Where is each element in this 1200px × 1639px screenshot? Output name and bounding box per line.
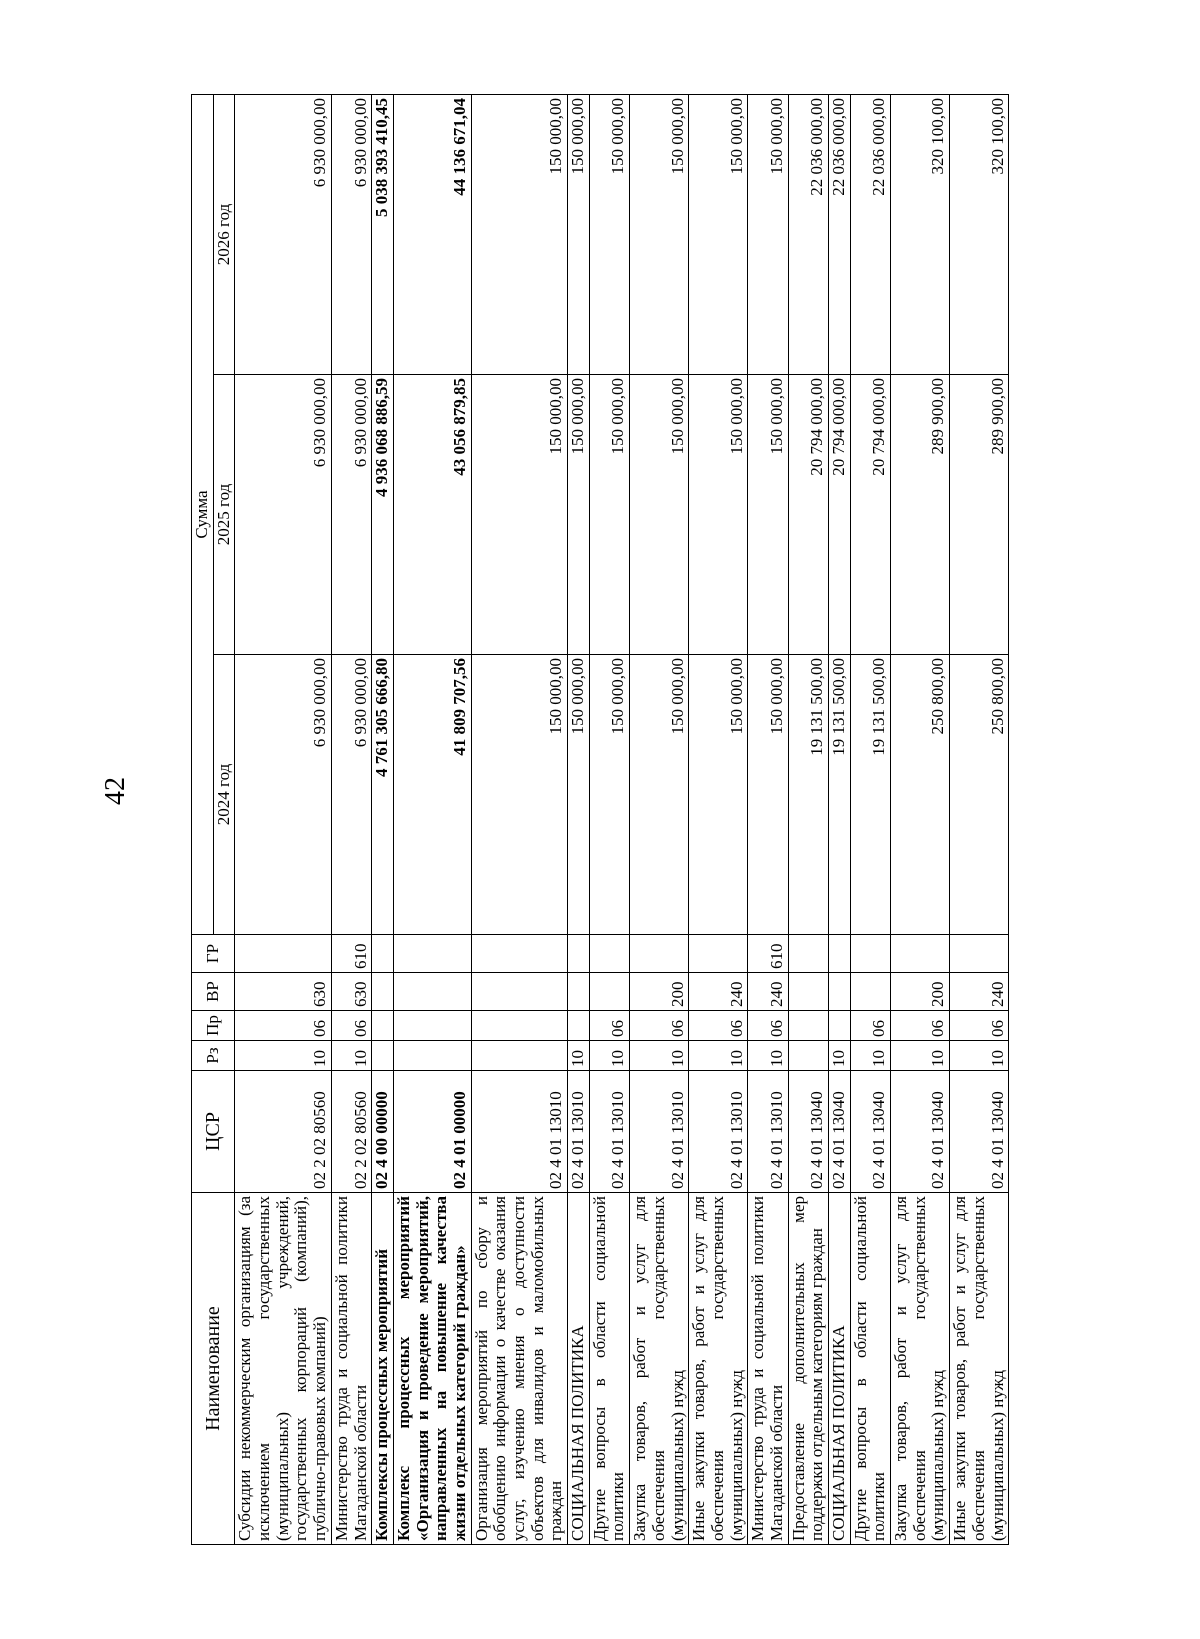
cell-pr: 06 (630, 1011, 689, 1041)
rotated-table-container (191, 95, 1009, 1545)
cell-2025: 150 000,00 (748, 375, 788, 655)
header-gr: ГР (192, 935, 235, 973)
cell-2026: 6 930 000,00 (331, 94, 371, 374)
cell-gr (393, 935, 471, 973)
cell-pr: 06 (850, 1011, 890, 1041)
cell-csr: 02 4 01 13010 (689, 1071, 748, 1193)
cell-rz (372, 1041, 394, 1071)
cell-2026: 44 136 671,04 (393, 94, 471, 374)
cell-2025: 20 794 000,00 (850, 375, 890, 655)
cell-csr: 02 4 01 13010 (630, 1071, 689, 1193)
cell-rz: 10 (891, 1041, 950, 1071)
cell-vr: 240 (689, 973, 748, 1011)
cell-name: Предоставление дополнительных мер поддержки отдельным категориям граждан (788, 1193, 828, 1545)
cell-csr: 02 4 01 13010 (589, 1071, 629, 1193)
cell-2024: 150 000,00 (589, 655, 629, 935)
cell-2025: 20 794 000,00 (829, 375, 851, 655)
cell-csr: 02 2 02 80560 (235, 1071, 331, 1193)
cell-rz (471, 1041, 567, 1071)
cell-2025: 150 000,00 (689, 375, 748, 655)
cell-gr (235, 935, 331, 973)
table-row (372, 94, 394, 1544)
header-year-2026: 2026 год (213, 94, 235, 374)
table-row (829, 94, 851, 1544)
cell-rz (788, 1041, 828, 1071)
cell-pr (829, 1011, 851, 1041)
cell-2026: 22 036 000,00 (788, 94, 828, 374)
cell-pr (788, 1011, 828, 1041)
cell-2024: 41 809 707,56 (393, 655, 471, 935)
cell-2025: 150 000,00 (568, 375, 590, 655)
cell-pr: 06 (235, 1011, 331, 1041)
cell-2026: 320 100,00 (891, 94, 950, 374)
cell-csr: 02 4 01 13010 (568, 1071, 590, 1193)
cell-pr: 06 (950, 1011, 1009, 1041)
cell-2024: 250 800,00 (891, 655, 950, 935)
cell-pr: 06 (748, 1011, 788, 1041)
cell-name: Комплексы процессных мероприятий (372, 1193, 394, 1545)
cell-2025: 6 930 000,00 (331, 375, 371, 655)
cell-2024: 150 000,00 (689, 655, 748, 935)
table-row (689, 94, 748, 1544)
cell-gr: 610 (748, 935, 788, 973)
cell-name: Другие вопросы в области социальной политики (589, 1193, 629, 1545)
cell-csr: 02 4 01 13040 (788, 1071, 828, 1193)
cell-2026: 22 036 000,00 (850, 94, 890, 374)
cell-gr (372, 935, 394, 973)
table-row (471, 94, 567, 1544)
header-vr: ВР (192, 973, 235, 1011)
budget-table (191, 94, 1009, 1545)
cell-rz: 10 (850, 1041, 890, 1071)
cell-csr: 02 4 00 00000 (372, 1071, 394, 1193)
cell-csr: 02 4 01 13040 (891, 1071, 950, 1193)
cell-pr: 06 (331, 1011, 371, 1041)
cell-2025: 43 056 879,85 (393, 375, 471, 655)
header-name: Наименование (192, 1193, 235, 1545)
table-row (788, 94, 828, 1544)
table-row (589, 94, 629, 1544)
cell-rz: 10 (829, 1041, 851, 1071)
cell-gr (568, 935, 590, 973)
cell-vr (850, 973, 890, 1011)
cell-rz: 10 (950, 1041, 1009, 1071)
table-header (192, 94, 235, 1544)
cell-2026: 150 000,00 (689, 94, 748, 374)
cell-name: Субсидии некоммерческим организациям (за исключением государственных (муниципальных) учреждений, государственных корпораций (компаний), публично-правовых компаний) (235, 1193, 331, 1545)
cell-gr (589, 935, 629, 973)
cell-2025: 150 000,00 (471, 375, 567, 655)
cell-2024: 150 000,00 (471, 655, 567, 935)
cell-2025: 150 000,00 (630, 375, 689, 655)
cell-2026: 6 930 000,00 (235, 94, 331, 374)
cell-gr (630, 935, 689, 973)
table-row (331, 94, 371, 1544)
cell-2025: 289 900,00 (891, 375, 950, 655)
cell-vr (568, 973, 590, 1011)
cell-vr: 240 (748, 973, 788, 1011)
cell-gr (788, 935, 828, 973)
cell-2024: 19 131 500,00 (850, 655, 890, 935)
cell-pr (393, 1011, 471, 1041)
cell-rz: 10 (235, 1041, 331, 1071)
cell-name: Комплекс процессных мероприятий «Организация и проведение мероприятий, направленных на повышение качества жизни отдельных категорий граждан» (393, 1193, 471, 1545)
cell-gr (891, 935, 950, 973)
cell-2026: 5 038 393 410,45 (372, 94, 394, 374)
cell-csr: 02 4 01 13040 (829, 1071, 851, 1193)
cell-csr: 02 4 01 13040 (850, 1071, 890, 1193)
cell-2026: 150 000,00 (589, 94, 629, 374)
cell-pr (471, 1011, 567, 1041)
cell-vr: 200 (891, 973, 950, 1011)
table-row (891, 94, 950, 1544)
cell-pr (372, 1011, 394, 1041)
table-row (393, 94, 471, 1544)
table-row (568, 94, 590, 1544)
cell-2025: 289 900,00 (950, 375, 1009, 655)
cell-rz: 10 (568, 1041, 590, 1071)
cell-csr: 02 4 01 13040 (950, 1071, 1009, 1193)
cell-name: Иные закупки товаров, работ и услуг для обеспечения государственных (муниципальных) нужд (950, 1193, 1009, 1545)
table-row (630, 94, 689, 1544)
cell-2024: 4 761 305 666,80 (372, 655, 394, 935)
cell-gr (850, 935, 890, 973)
cell-2025: 4 936 068 886,59 (372, 375, 394, 655)
table-row (748, 94, 788, 1544)
cell-name: Министерство труда и социальной политики Магаданской области (331, 1193, 371, 1545)
header-pr: Пр (192, 1011, 235, 1041)
cell-csr: 02 4 01 13010 (471, 1071, 567, 1193)
table-body (235, 94, 1009, 1544)
cell-2025: 150 000,00 (589, 375, 629, 655)
cell-csr: 02 4 01 00000 (393, 1071, 471, 1193)
cell-name: Закупка товаров, работ и услуг для обеспечения государственных (муниципальных) нужд (630, 1193, 689, 1545)
cell-name: Другие вопросы в области социальной политики (850, 1193, 890, 1545)
cell-gr (950, 935, 1009, 973)
cell-2024: 150 000,00 (568, 655, 590, 935)
table-row (850, 94, 890, 1544)
cell-gr (829, 935, 851, 973)
cell-2026: 150 000,00 (471, 94, 567, 374)
cell-2024: 150 000,00 (630, 655, 689, 935)
cell-2026: 150 000,00 (630, 94, 689, 374)
cell-csr: 02 2 02 80560 (331, 1071, 371, 1193)
cell-2024: 250 800,00 (950, 655, 1009, 935)
header-year-2024: 2024 год (213, 655, 235, 935)
cell-name: Министерство труда и социальной политики Магаданской области (748, 1193, 788, 1545)
cell-csr: 02 4 01 13010 (748, 1071, 788, 1193)
cell-vr (372, 973, 394, 1011)
cell-name: СОЦИАЛЬНАЯ ПОЛИТИКА (829, 1193, 851, 1545)
cell-vr: 630 (235, 973, 331, 1011)
cell-gr (689, 935, 748, 973)
cell-pr: 06 (689, 1011, 748, 1041)
cell-pr (568, 1011, 590, 1041)
header-csr: ЦСР (192, 1071, 235, 1193)
cell-name: Организация мероприятий по сбору и обобщению информации о качестве оказания услуг, изучению мнения о доступности объектов для инвалидов и маломобильных граждан (471, 1193, 567, 1545)
table-row (950, 94, 1009, 1544)
table-row (235, 94, 331, 1544)
cell-pr: 06 (589, 1011, 629, 1041)
cell-rz: 10 (689, 1041, 748, 1071)
cell-2026: 320 100,00 (950, 94, 1009, 374)
cell-2025: 6 930 000,00 (235, 375, 331, 655)
cell-rz: 10 (589, 1041, 629, 1071)
cell-gr: 610 (331, 935, 371, 973)
cell-name: Иные закупки товаров, работ и услуг для обеспечения государственных (муниципальных) нужд (689, 1193, 748, 1545)
cell-pr: 06 (891, 1011, 950, 1041)
cell-2024: 19 131 500,00 (788, 655, 828, 935)
cell-vr (393, 973, 471, 1011)
cell-2024: 6 930 000,00 (235, 655, 331, 935)
cell-2025: 20 794 000,00 (788, 375, 828, 655)
cell-rz: 10 (331, 1041, 371, 1071)
cell-name: СОЦИАЛЬНАЯ ПОЛИТИКА (568, 1193, 590, 1545)
cell-vr (829, 973, 851, 1011)
cell-2026: 150 000,00 (568, 94, 590, 374)
cell-gr (471, 935, 567, 973)
cell-name: Закупка товаров, работ и услуг для обеспечения государственных (муниципальных) нужд (891, 1193, 950, 1545)
header-sum: Сумма (192, 94, 214, 934)
page-number: 42 (100, 777, 131, 805)
cell-2024: 150 000,00 (748, 655, 788, 935)
cell-rz: 10 (630, 1041, 689, 1071)
cell-vr (589, 973, 629, 1011)
cell-vr: 240 (950, 973, 1009, 1011)
cell-rz (393, 1041, 471, 1071)
cell-2026: 150 000,00 (748, 94, 788, 374)
cell-rz: 10 (748, 1041, 788, 1071)
header-rz: Рз (192, 1041, 235, 1071)
cell-vr: 630 (331, 973, 371, 1011)
cell-vr (471, 973, 567, 1011)
cell-vr (788, 973, 828, 1011)
cell-2024: 6 930 000,00 (331, 655, 371, 935)
cell-2024: 19 131 500,00 (829, 655, 851, 935)
header-year-2025: 2025 год (213, 375, 235, 655)
cell-vr: 200 (630, 973, 689, 1011)
cell-2026: 22 036 000,00 (829, 94, 851, 374)
